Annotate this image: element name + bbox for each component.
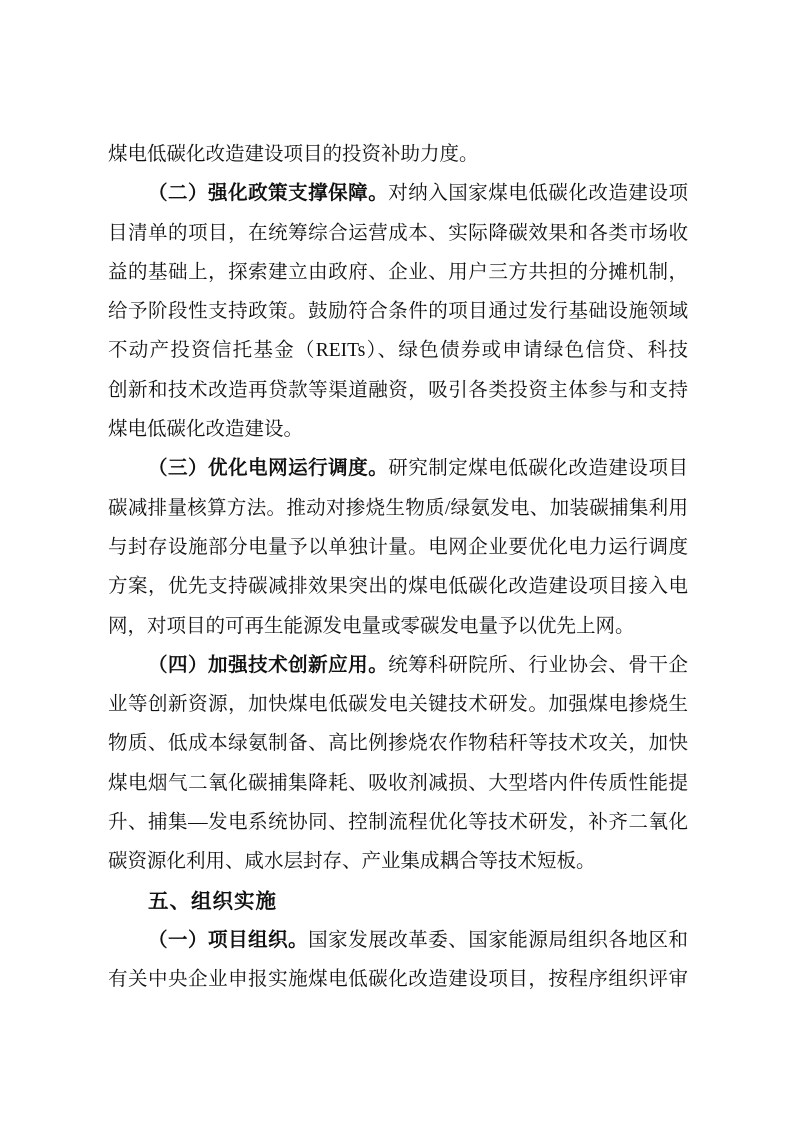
body-text: 益的基础上，探索建立由政府、企业、用户三方共担的分摊机制， [108,261,688,283]
body-text: 方案，优先支持碳减排效果突出的煤电低碳化改造建设项目接入电 [108,576,688,598]
text-line [108,528,688,567]
body-text: 目清单的项目，在统筹综合运营成本、实际降碳效果和各类市场收 [108,222,688,244]
body-text: 统筹科研院所、行业协会、骨干企 [388,654,688,676]
text-line [108,567,688,606]
bold-lead-text: 五、组织实施 [148,889,277,913]
text-line [108,292,688,331]
text-line [108,331,688,370]
text-line [108,214,688,253]
section-heading [108,882,688,921]
body-text: 升、捕集—发电系统协同、控制流程优化等技术研发，补齐二氧化 [108,812,688,834]
text-line [108,410,688,449]
body-text: 物质、低成本绿氨制备、高比例掺烧农作物秸秆等技术攻关，加快 [108,733,688,755]
text-line [108,646,688,685]
text-line [108,960,688,999]
text-line [108,764,688,803]
body-text: 网，对项目的可再生能源发电量或零碳发电量予以优先上网。 [108,615,635,637]
text-line [108,253,688,292]
body-text: 研究制定煤电低碳化改造建设项目 [388,458,688,480]
text-line [108,607,688,646]
text-line [108,135,688,174]
text-line [108,449,688,488]
bold-lead-text: （四）加强技术创新应用。 [148,654,389,676]
bold-lead-text: （二）强化政策支撑保障。 [148,183,389,205]
text-line [108,921,688,960]
bold-lead-text: （一）项目组织。 [148,929,309,951]
body-text: 业等创新资源，加快煤电低碳发电关键技术研发。加强煤电掺烧生 [108,694,688,716]
body-text: 给予阶段性支持政策。鼓励符合条件的项目通过发行基础设施领域 [108,301,688,323]
text-line [108,724,688,763]
text-line [108,803,688,842]
body-text: 不动产投资信托基金（REITs）、绿色债券或申请绿色信贷、科技 [108,340,688,362]
body-text: 煤电低碳化改造建设。 [108,419,304,441]
body-text: 煤电低碳化改造建设项目的投资补助力度。 [108,144,479,165]
body-text: 对纳入国家煤电低碳化改造建设项 [388,183,688,205]
body-text: 国家发展改革委、国家能源局组织各地区和 [308,929,688,951]
text-line [108,489,688,528]
body-text: 煤电烟气二氧化碳捕集降耗、吸收剂减损、大型塔内件传质性能提 [108,772,688,794]
text-line [108,174,688,213]
body-text: 有关中央企业申报实施煤电低碳化改造建设项目，按程序组织评审 [108,969,688,991]
text-line [108,685,688,724]
body-text: 创新和技术改造再贷款等渠道融资，吸引各类投资主体参与和支持 [108,379,688,401]
text-line [108,842,688,881]
text-line [108,371,688,410]
document-text-block [108,135,688,1000]
bold-lead-text: （三）优化电网运行调度。 [148,458,389,480]
body-text: 与封存设施部分电量予以单独计量。电网企业要优化电力运行调度 [108,536,688,558]
body-text: 碳资源化利用、咸水层封存、产业集成耦合等技术短板。 [108,851,596,873]
body-text: 碳减排量核算方法。推动对掺烧生物质/绿氨发电、加装碳捕集利用 [108,497,688,519]
